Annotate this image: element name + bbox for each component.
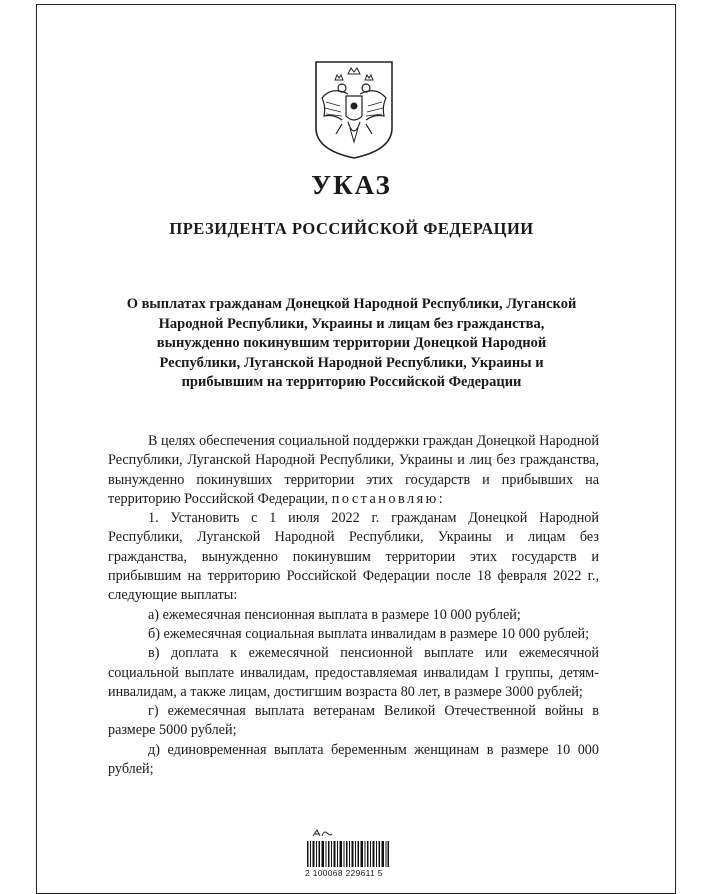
subitem-b: б) ежемесячная социальная выплата инвалидам в размере 10 000 рублей; — [148, 625, 590, 642]
subitem-g: г) ежемесячная выплата ветеранам Великой Отечественной войны в размере 5000 рублей; — [108, 703, 599, 739]
decree-word: постановляю: — [331, 490, 446, 507]
preamble-paragraph — [108, 432, 599, 509]
coat-of-arms-icon — [312, 58, 396, 162]
document-subtitle: ПРЕЗИДЕНТА РОССИЙСКОЙ ФЕДЕРАЦИИ — [169, 219, 534, 238]
document-title: УКАЗ — [311, 170, 392, 200]
subitem-d: д) единовременная выплата беременным женщинам в размере 10 000 рублей; — [108, 741, 599, 778]
subitem-v: в) доплата к ежемесячной пенсионной выплате или ежемесячной социальной выплате инвалидам, предоставляемая инвалидам I группы, детям-инвалидам, а также лицам, достигшим возраста 80 лет, в размере 3000 рублей; — [108, 645, 599, 700]
barcode-block — [305, 828, 405, 882]
decree-heading: О выплатах гражданам Донецкой Народной Республики, Луганской Народной Республики, Украины и лицам без гражданства, вынужденно покинувшим территории Донецкой Народной Республики, Луганской Народной Республики, Украины и прибывшим на территорию Российской Федерации — [126, 296, 577, 390]
decree-body — [108, 432, 599, 779]
barcode-number: 2 100068 229611 5 — [305, 868, 383, 878]
subitem-a: а) ежемесячная пенсионная выплата в размере 10 000 рублей; — [148, 606, 521, 623]
item-1-paragraph: 1. Установить с 1 июля 2022 г. гражданам Донецкой Народной Республики, Луганской Народной Республики, Украины и лицам без гражданства, вынужденно покинувшим территории этих государств и прибывшим на территорию Российской Федерации после 18 февраля 2022 г., следующие выплаты: — [108, 510, 599, 604]
barcode-icon — [307, 841, 389, 867]
preamble-text: В целях обеспечения социальной поддержки граждан Донецкой Народной Республики, Луганской Народной Республики, Украины и лиц без гражданства, вынужденно покинувших территории этих государств и прибывших на территорию Российской Федерации, — [108, 433, 599, 507]
printer-mark-icon — [311, 828, 333, 838]
